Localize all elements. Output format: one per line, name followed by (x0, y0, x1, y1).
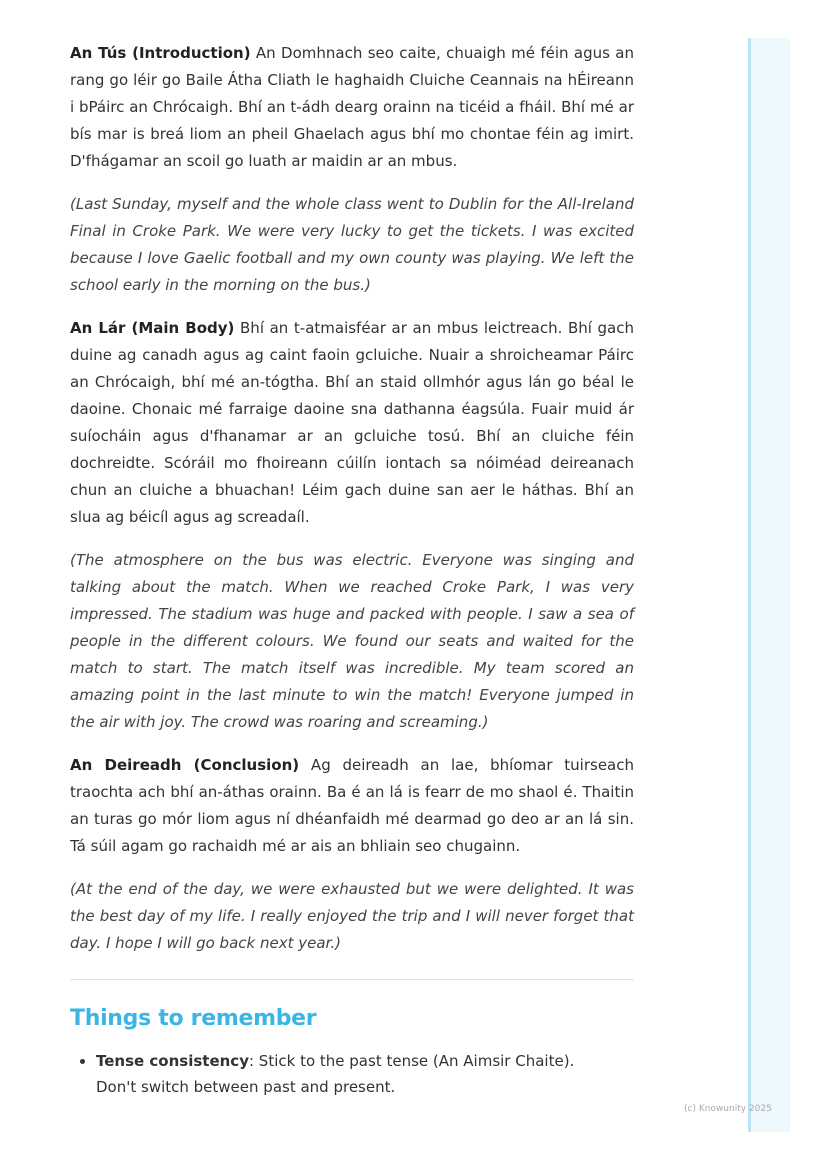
conclusion-irish-text: Ag deireadh an lae, bhíomar tuirseach traochta ach bhí an-áthas orainn. Ba é an lá is fearr de mo shaol é. Thaitin an turas go mór liom agus ní dhéanfaidh mé dearmad go deo ar an lá sin. Tá súil agam go rachaidh mé ar ais an bhliain seo chugainn. (70, 756, 634, 855)
tip-text: : Stick to the past tense (An Aimsir Chaite). Don't switch between past and present. (96, 1052, 575, 1096)
tip-term: Tense consistency (96, 1052, 249, 1070)
conclusion-english-translation: (At the end of the day, we were exhausted but we were delighted. It was the best day of my life. I really enjoyed the trip and I will never forget that day. I hope I will go back next year.) (70, 880, 634, 952)
main-body-irish-text: Bhí an t-atmaisféar ar an mbus leictreach. Bhí gach duine ag canadh agus ag caint faoin gcluiche. Nuair a shroicheamar Páirc an Chrócaigh, bhí mé an-tógtha. Bhí an staid ollmhór agus lán go béal le daoine. Chonaic mé farraige daoine sna dathanna éagsúla. Fuair muid ár suíocháin agus d'fhanamar ar an gcluiche tosú. Bhí an cluiche féin dochreidte. Scóráil mo fhoireann cúilín iontach sa nóiméad deireanach chun an cluiche a bhuachan! Léim gach duine san aer le háthas. Bhí an slua ag béicíl agus ag screadaíl. (70, 319, 635, 526)
remember-list (70, 1048, 616, 1100)
right-margin-panel (748, 38, 790, 1132)
copyright-footer: (c) Knowunity 2025 (684, 1104, 772, 1114)
intro-irish-paragraph (70, 40, 634, 175)
intro-heading: An Tús (Introduction) (70, 44, 251, 62)
things-to-remember-title: Things to remember (70, 1006, 317, 1031)
essay-content (70, 40, 634, 1100)
intro-english-translation: (Last Sunday, myself and the whole class went to Dublin for the All-Ireland Final in Croke Park. We were very lucky to get the tickets. I was excited because I love Gaelic football and my own county was playing. We left the school early in the morning on the bus.) (70, 195, 634, 294)
right-margin-rule (748, 38, 751, 1132)
list-item (96, 1048, 616, 1100)
conclusion-irish-paragraph (70, 752, 634, 860)
intro-irish-text: An Domhnach seo caite, chuaigh mé féin agus an rang go léir go Baile Átha Cliath le haghaidh Cluiche Ceannais na hÉireann i bPáirc an Chrócaigh. Bhí an t-ádh dearg orainn na ticéid a fháil. Bhí mé ar bís mar is breá liom an pheil Ghaelach agus bhí mo chontae féin ag imirt. D'fhágamar an scoil go luath ar maidin ar an mbus. (70, 44, 634, 170)
conclusion-heading: An Deireadh (Conclusion) (70, 756, 300, 774)
main-body-heading: An Lár (Main Body) (70, 319, 235, 337)
main-body-english-translation: (The atmosphere on the bus was electric. Everyone was singing and talking about the match. When we reached Croke Park, I was very impressed. The stadium was huge and packed with people. I saw a sea of people in the different colours. We found our seats and waited for the match to start. The match itself was incredible. My team scored an amazing point in the last minute to win the match! Everyone jumped in the air with joy. The crowd was roaring and screaming.) (70, 551, 634, 731)
main-body-irish-paragraph (70, 315, 634, 531)
section-divider (70, 979, 634, 980)
